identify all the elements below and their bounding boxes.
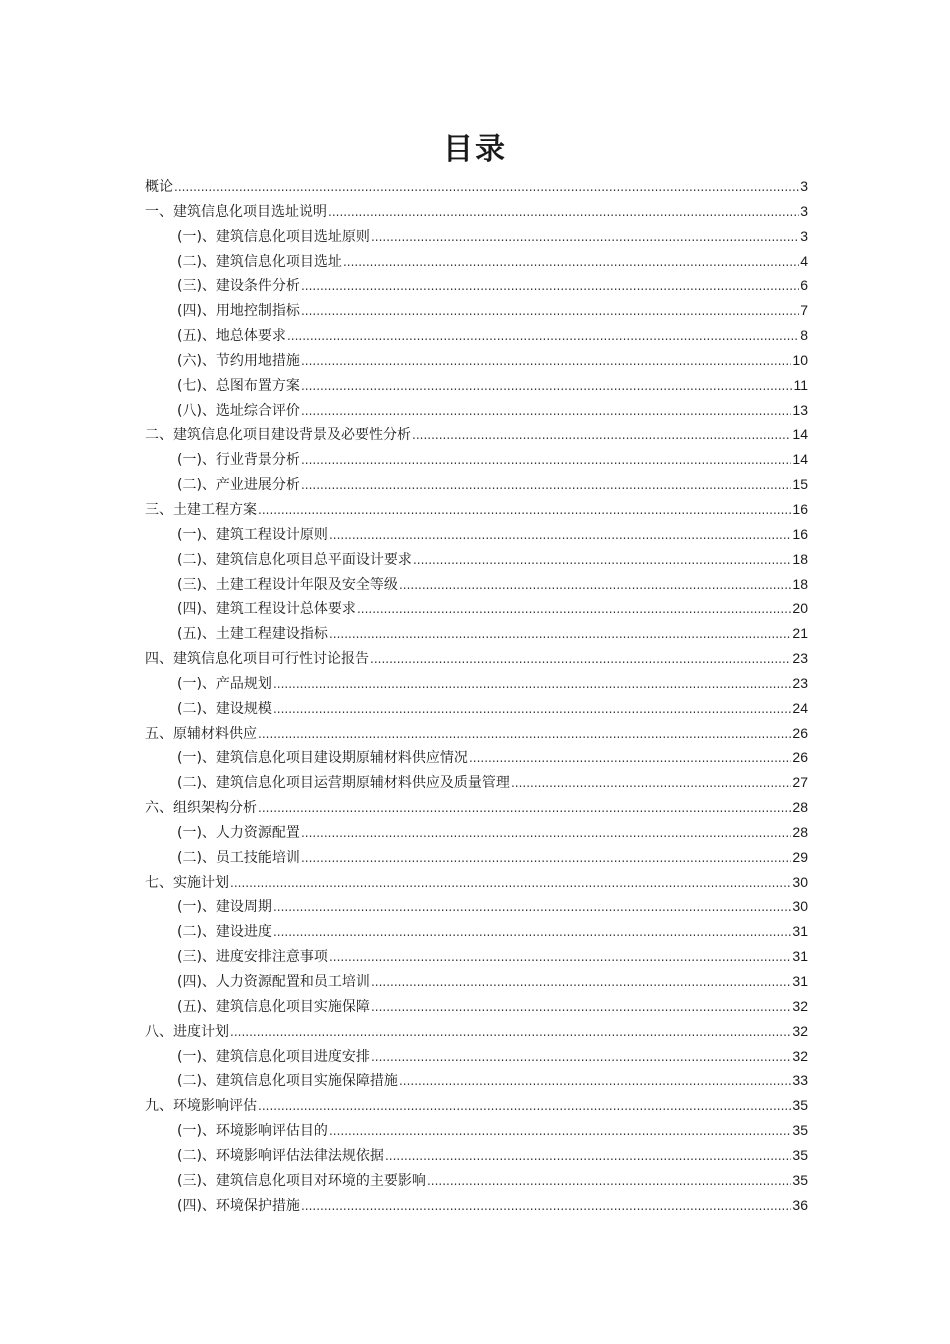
toc-entry-page-number: 10 (792, 351, 808, 368)
toc-entry-page-number: 23 (792, 650, 808, 667)
dot-leader (412, 425, 791, 445)
toc-entry-page-number: 13 (792, 401, 808, 418)
toc-entry[interactable] (145, 251, 808, 276)
toc-entry[interactable] (145, 325, 808, 350)
dot-leader (230, 1022, 791, 1042)
toc-entry-page-number: 35 (792, 1122, 808, 1139)
toc-entry[interactable] (145, 226, 808, 251)
dot-leader (273, 922, 791, 942)
toc-entry-label: (四)、环境保护措施 (177, 1197, 300, 1214)
dot-leader (301, 475, 791, 495)
toc-entry-page-number: 31 (792, 923, 808, 940)
dot-leader (343, 252, 799, 272)
toc-entry-label: (二)、环境影响评估法律法规依据 (177, 1147, 384, 1164)
toc-entry-label: (四)、用地控制指标 (177, 303, 300, 320)
dot-leader (287, 326, 799, 346)
dot-leader (329, 1121, 791, 1141)
toc-entry[interactable] (145, 797, 808, 822)
toc-entry[interactable] (145, 1070, 808, 1095)
dot-leader (371, 1047, 791, 1067)
toc-entry-label: (一)、行业背景分析 (177, 452, 300, 469)
toc-entry-page-number: 27 (792, 774, 808, 791)
dot-leader (329, 525, 791, 545)
toc-entry[interactable] (145, 375, 808, 400)
toc-entry-label: (二)、产业进展分析 (177, 477, 300, 494)
toc-entry-label: (三)、建筑信息化项目对环境的主要影响 (177, 1172, 426, 1189)
toc-entry-label: 一、建筑信息化项目选址说明 (145, 203, 327, 220)
toc-entry[interactable] (145, 623, 808, 648)
dot-leader (258, 724, 791, 744)
toc-entry[interactable] (145, 648, 808, 673)
toc-entry-page-number: 24 (792, 699, 808, 716)
dot-leader (273, 897, 791, 917)
toc-entry-label: (一)、产品规划 (177, 675, 272, 692)
toc-entry-label: (三)、进度安排注意事项 (177, 949, 328, 966)
toc-entry-page-number: 16 (792, 525, 808, 542)
dot-leader (370, 649, 791, 669)
toc-entry-page-number: 18 (792, 575, 808, 592)
toc-entry-page-number: 32 (792, 1047, 808, 1064)
toc-entry-label: 六、组织架构分析 (145, 800, 257, 817)
toc-entry[interactable] (145, 474, 808, 499)
toc-entry-page-number: 7 (800, 302, 808, 319)
dot-leader (301, 376, 793, 396)
toc-entry-label: (一)、建筑信息化项目选址原则 (177, 228, 370, 245)
toc-entry-page-number: 33 (792, 1072, 808, 1089)
dot-leader (399, 575, 791, 595)
toc-entry-page-number: 26 (792, 724, 808, 741)
toc-entry-label: 二、建筑信息化项目建设背景及必要性分析 (145, 427, 411, 444)
toc-entry[interactable] (145, 524, 808, 549)
toc-entry[interactable] (145, 698, 808, 723)
toc-entry[interactable] (145, 1195, 808, 1220)
toc-entry[interactable] (145, 574, 808, 599)
toc-entry[interactable] (145, 822, 808, 847)
toc-entry-label: (五)、地总体要求 (177, 328, 286, 345)
toc-entry-page-number: 3 (800, 178, 808, 194)
toc-entry-page-number: 18 (792, 550, 808, 567)
toc-entry-page-number: 15 (792, 476, 808, 493)
toc-entry-label: (一)、环境影响评估目的 (177, 1123, 328, 1140)
dot-leader (399, 1071, 791, 1091)
dot-leader (301, 1196, 791, 1216)
toc-entry-page-number: 4 (800, 252, 808, 269)
toc-entry-page-number: 32 (792, 1022, 808, 1039)
page-title: 目录 (443, 132, 507, 167)
toc-entry[interactable] (145, 400, 808, 425)
toc-entry-label: (二)、建筑信息化项目总平面设计要求 (177, 551, 412, 568)
toc-entry-page-number: 11 (793, 376, 808, 393)
toc-entry-label: (一)、建筑信息化项目进度安排 (177, 1048, 370, 1065)
toc-entry-label: (一)、人力资源配置 (177, 824, 300, 841)
dot-leader (301, 848, 791, 868)
toc-entry-page-number: 36 (792, 1196, 808, 1213)
toc-entry-page-number: 23 (792, 674, 808, 691)
toc-entry[interactable] (145, 971, 808, 996)
toc-entry-label: (五)、建筑信息化项目实施保障 (177, 998, 370, 1015)
dot-leader (328, 202, 799, 222)
toc-entry-page-number: 35 (792, 1146, 808, 1163)
toc-entry-label: 九、环境影响评估 (145, 1098, 257, 1115)
toc-entry-label: 八、进度计划 (145, 1023, 229, 1040)
toc-entry[interactable] (145, 1170, 808, 1195)
dot-leader (371, 997, 791, 1017)
dot-leader (258, 1096, 791, 1116)
dot-leader (273, 674, 791, 694)
dot-leader (301, 823, 791, 843)
toc-entry-page-number: 31 (792, 973, 808, 989)
dot-leader (371, 227, 799, 247)
dot-leader (329, 947, 791, 967)
toc-entry[interactable] (145, 921, 808, 946)
toc-entry-page-number: 3 (800, 202, 808, 219)
toc-entry-label: (一)、建筑信息化项目建设期原辅材料供应情况 (177, 750, 468, 767)
toc-entry-page-number: 28 (792, 823, 808, 840)
toc-entry[interactable] (145, 300, 808, 325)
toc-entry-label: (二)、建设规模 (177, 700, 272, 717)
toc-entry-label: 七、实施计划 (145, 874, 229, 891)
toc-entry-label: 五、原辅材料供应 (145, 725, 257, 742)
toc-entry[interactable] (145, 847, 808, 872)
dot-leader (258, 500, 791, 520)
toc-entry[interactable] (145, 723, 808, 748)
dot-leader (301, 401, 791, 421)
dot-leader (511, 773, 791, 793)
toc-entry[interactable] (145, 1095, 808, 1120)
toc-entry-label: (二)、建筑信息化项目运营期原辅材料供应及质量管理 (177, 775, 510, 792)
toc-entry[interactable] (145, 424, 808, 449)
toc-entry[interactable] (145, 1120, 808, 1145)
dot-leader (427, 1171, 791, 1191)
toc-entry[interactable] (145, 747, 808, 772)
toc-entry-label: (五)、土建工程建设指标 (177, 626, 328, 643)
toc-entry[interactable] (145, 1145, 808, 1170)
toc-entry-page-number: 28 (792, 799, 808, 816)
dot-leader (230, 873, 791, 893)
toc-entry[interactable] (145, 946, 808, 971)
toc-entry-page-number: 31 (792, 948, 808, 965)
dot-leader (273, 699, 791, 719)
toc-entry-label: (二)、建筑信息化项目实施保障措施 (177, 1073, 398, 1090)
toc-entry-label: (四)、人力资源配置和员工培训 (177, 974, 370, 990)
toc-entry-label: (七)、总图布置方案 (177, 377, 300, 394)
toc-entry[interactable] (145, 350, 808, 375)
toc-entry-page-number: 20 (792, 600, 808, 617)
toc-entry-label: (一)、建设周期 (177, 899, 272, 916)
dot-leader (301, 301, 799, 321)
toc-entry-label: 三、土建工程方案 (145, 501, 257, 518)
table-of-contents (145, 176, 808, 1219)
dot-leader (301, 450, 791, 470)
toc-entry-page-number: 35 (792, 1097, 808, 1114)
toc-entry-page-number: 26 (792, 749, 808, 766)
toc-entry-label: (一)、建筑工程设计原则 (177, 526, 328, 543)
dot-leader (385, 1146, 791, 1166)
toc-entry-page-number: 6 (800, 277, 808, 294)
toc-entry-label: (四)、建筑工程设计总体要求 (177, 601, 356, 618)
toc-entry-label: (六)、节约用地措施 (177, 352, 300, 369)
dot-leader (301, 276, 799, 296)
toc-entry-page-number: 8 (800, 327, 808, 344)
toc-entry-page-number: 14 (792, 426, 808, 443)
toc-entry-page-number: 35 (792, 1171, 808, 1188)
toc-entry[interactable] (145, 996, 808, 1021)
dot-leader (329, 624, 791, 644)
toc-entry-page-number: 21 (792, 625, 808, 642)
toc-entry[interactable] (145, 1046, 808, 1071)
toc-entry[interactable] (145, 772, 808, 797)
toc-entry[interactable] (145, 1021, 808, 1046)
toc-entry[interactable] (145, 499, 808, 524)
toc-entry[interactable] (145, 275, 808, 300)
toc-entry-label: (三)、建设条件分析 (177, 278, 300, 295)
toc-entry-page-number: 16 (792, 500, 808, 517)
toc-entry-label: 概论 (145, 179, 173, 195)
dot-leader (413, 550, 791, 570)
toc-entry[interactable] (145, 673, 808, 698)
dot-leader (357, 599, 791, 619)
toc-entry-page-number: 30 (792, 873, 808, 890)
dot-leader (469, 748, 791, 768)
toc-entry[interactable] (145, 872, 808, 897)
toc-entry-page-number: 30 (792, 898, 808, 915)
toc-entry[interactable] (145, 598, 808, 623)
toc-entry[interactable] (145, 176, 808, 201)
toc-entry-label: (二)、建筑信息化项目选址 (177, 253, 342, 270)
toc-entry-page-number: 29 (792, 848, 808, 865)
toc-entry-label: 四、建筑信息化项目可行性讨论报告 (145, 651, 369, 668)
dot-leader (174, 177, 799, 197)
dot-leader (371, 972, 791, 992)
toc-entry-label: (二)、员工技能培训 (177, 849, 300, 866)
toc-entry[interactable] (145, 549, 808, 574)
toc-entry[interactable] (145, 449, 808, 474)
toc-entry-label: (八)、选址综合评价 (177, 402, 300, 419)
toc-entry-label: (二)、建设进度 (177, 924, 272, 941)
toc-entry-page-number: 32 (792, 997, 808, 1014)
toc-entry-page-number: 14 (792, 451, 808, 468)
dot-leader (258, 798, 791, 818)
toc-entry[interactable] (145, 201, 808, 226)
toc-entry-label: (三)、土建工程设计年限及安全等级 (177, 576, 398, 593)
dot-leader (301, 351, 791, 371)
toc-entry-page-number: 3 (800, 227, 808, 244)
toc-entry[interactable] (145, 896, 808, 921)
